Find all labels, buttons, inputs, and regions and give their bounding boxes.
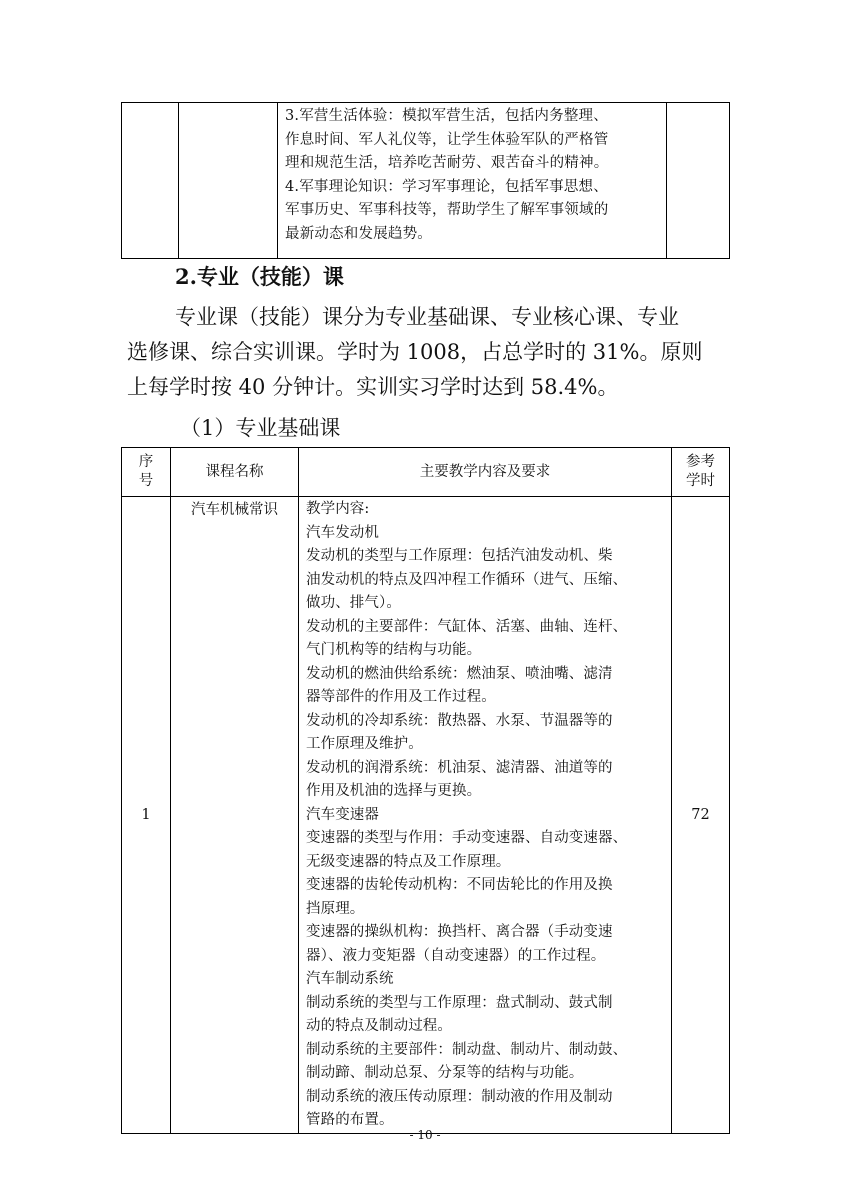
content-line: 发动机的润滑系统：机油泵、滤清器、油道等的 bbox=[306, 759, 613, 776]
name-cell bbox=[179, 103, 278, 259]
content-line: 汽车发动机 bbox=[306, 524, 379, 541]
paragraph-line: 选修课、综合实训课。学时为 1008，占总学时的 31%。原则 bbox=[127, 340, 703, 364]
content-line: 汽车变速器 bbox=[306, 806, 379, 823]
content-line: 管路的布置。 bbox=[306, 1112, 394, 1128]
content-line: 发动机的类型与工作原理：包括汽油发动机、柴 bbox=[306, 548, 613, 564]
content-line: 理和规范生活，培养吃苦耐劳、艰苦奋斗的精神。 bbox=[285, 155, 609, 171]
content-line: 汽车制动系统 bbox=[306, 971, 394, 987]
content-line: 动的特点及制动过程。 bbox=[306, 1018, 452, 1034]
content-line: 器等部件的作用及工作过程。 bbox=[306, 689, 496, 705]
row-course-name: 汽车机械常识 bbox=[171, 497, 299, 1134]
content-line: 变速器的操纵机构：换挡杆、离合器（手动变速 bbox=[306, 924, 613, 940]
content-line: 制动系统的类型与工作原理：盘式制动、鼓式制 bbox=[306, 994, 613, 1011]
header-content: 主要教学内容及要求 bbox=[299, 448, 672, 497]
content-line: 军事历史、军事科技等，帮助学生了解军事领域的 bbox=[285, 202, 609, 218]
header-hours: 参考 学时 bbox=[672, 448, 730, 497]
content-line: 挡原理。 bbox=[306, 900, 365, 917]
header-name: 课程名称 bbox=[171, 448, 299, 497]
content-line: 发动机的主要部件：气缸体、活塞、曲轴、连杆、 bbox=[306, 618, 628, 635]
content-line: 3.军营生活体验：模拟军营生活，包括内务整理、 bbox=[285, 108, 608, 124]
content-line: 作用及机油的选择与更换。 bbox=[306, 783, 482, 799]
seq-cell bbox=[122, 103, 179, 259]
table-row bbox=[122, 497, 730, 1134]
content-line: 制动系统的主要部件：制动盘、制动片、制动鼓、 bbox=[306, 1041, 628, 1058]
course-table bbox=[121, 447, 730, 1134]
hours-cell bbox=[667, 103, 730, 259]
content-line: 制动蹄、制动总泵、分泵等的结构与功能。 bbox=[306, 1065, 584, 1081]
content-line: 教学内容: bbox=[306, 501, 370, 517]
section-heading: 2.专业（技能）课 bbox=[175, 264, 344, 289]
content-line: 变速器的齿轮传动机构：不同齿轮比的作用及换 bbox=[306, 877, 613, 893]
content-line: 发动机的冷却系统：散热器、水泵、节温器等的 bbox=[306, 712, 613, 729]
row-content bbox=[299, 497, 672, 1134]
content-line: 作息时间、军人礼仪等，让学生体验军队的严格管 bbox=[285, 131, 609, 148]
row-hours: 72 bbox=[672, 497, 730, 1134]
table-header-row bbox=[122, 448, 730, 497]
content-line: 最新动态和发展趋势。 bbox=[285, 225, 432, 242]
content-line: 器）、液力变矩器（自动变速器）的工作过程。 bbox=[306, 947, 606, 964]
paragraph-line: 上每学时按 40 分钟计。实训实习学时达到 58.4%。 bbox=[127, 375, 619, 399]
intro-paragraph bbox=[127, 300, 727, 405]
content-line: 4.军事理论知识：学习军事理论，包括军事思想、 bbox=[285, 178, 608, 195]
content-line: 工作原理及维护。 bbox=[306, 736, 423, 752]
content-line: 发动机的燃油供给系统：燃油泵、喷油嘴、滤清 bbox=[306, 665, 613, 682]
content-line: 变速器的类型与作用：手动变速器、自动变速器、 bbox=[306, 830, 628, 846]
continuation-table bbox=[121, 102, 730, 259]
content-line: 油发动机的特点及四冲程工作循环（进气、压缩、 bbox=[306, 571, 628, 588]
row-seq: 1 bbox=[122, 497, 171, 1134]
page-number: - 10 - bbox=[409, 1128, 441, 1142]
sub-heading: （1）专业基础课 bbox=[180, 416, 341, 440]
paragraph-line: 专业课（技能）课分为专业基础课、专业核心课、专业 bbox=[175, 305, 679, 329]
content-line: 做功、排气）。 bbox=[306, 595, 401, 611]
header-seq: 序 号 bbox=[122, 448, 171, 497]
content-line: 气门机构等的结构与功能。 bbox=[306, 642, 482, 658]
content-lines bbox=[278, 103, 666, 246]
content-line: 制动系统的液压传动原理：制动液的作用及制动 bbox=[306, 1088, 613, 1105]
content-cell bbox=[278, 103, 667, 259]
content-line: 无级变速器的特点及工作原理。 bbox=[306, 853, 511, 870]
